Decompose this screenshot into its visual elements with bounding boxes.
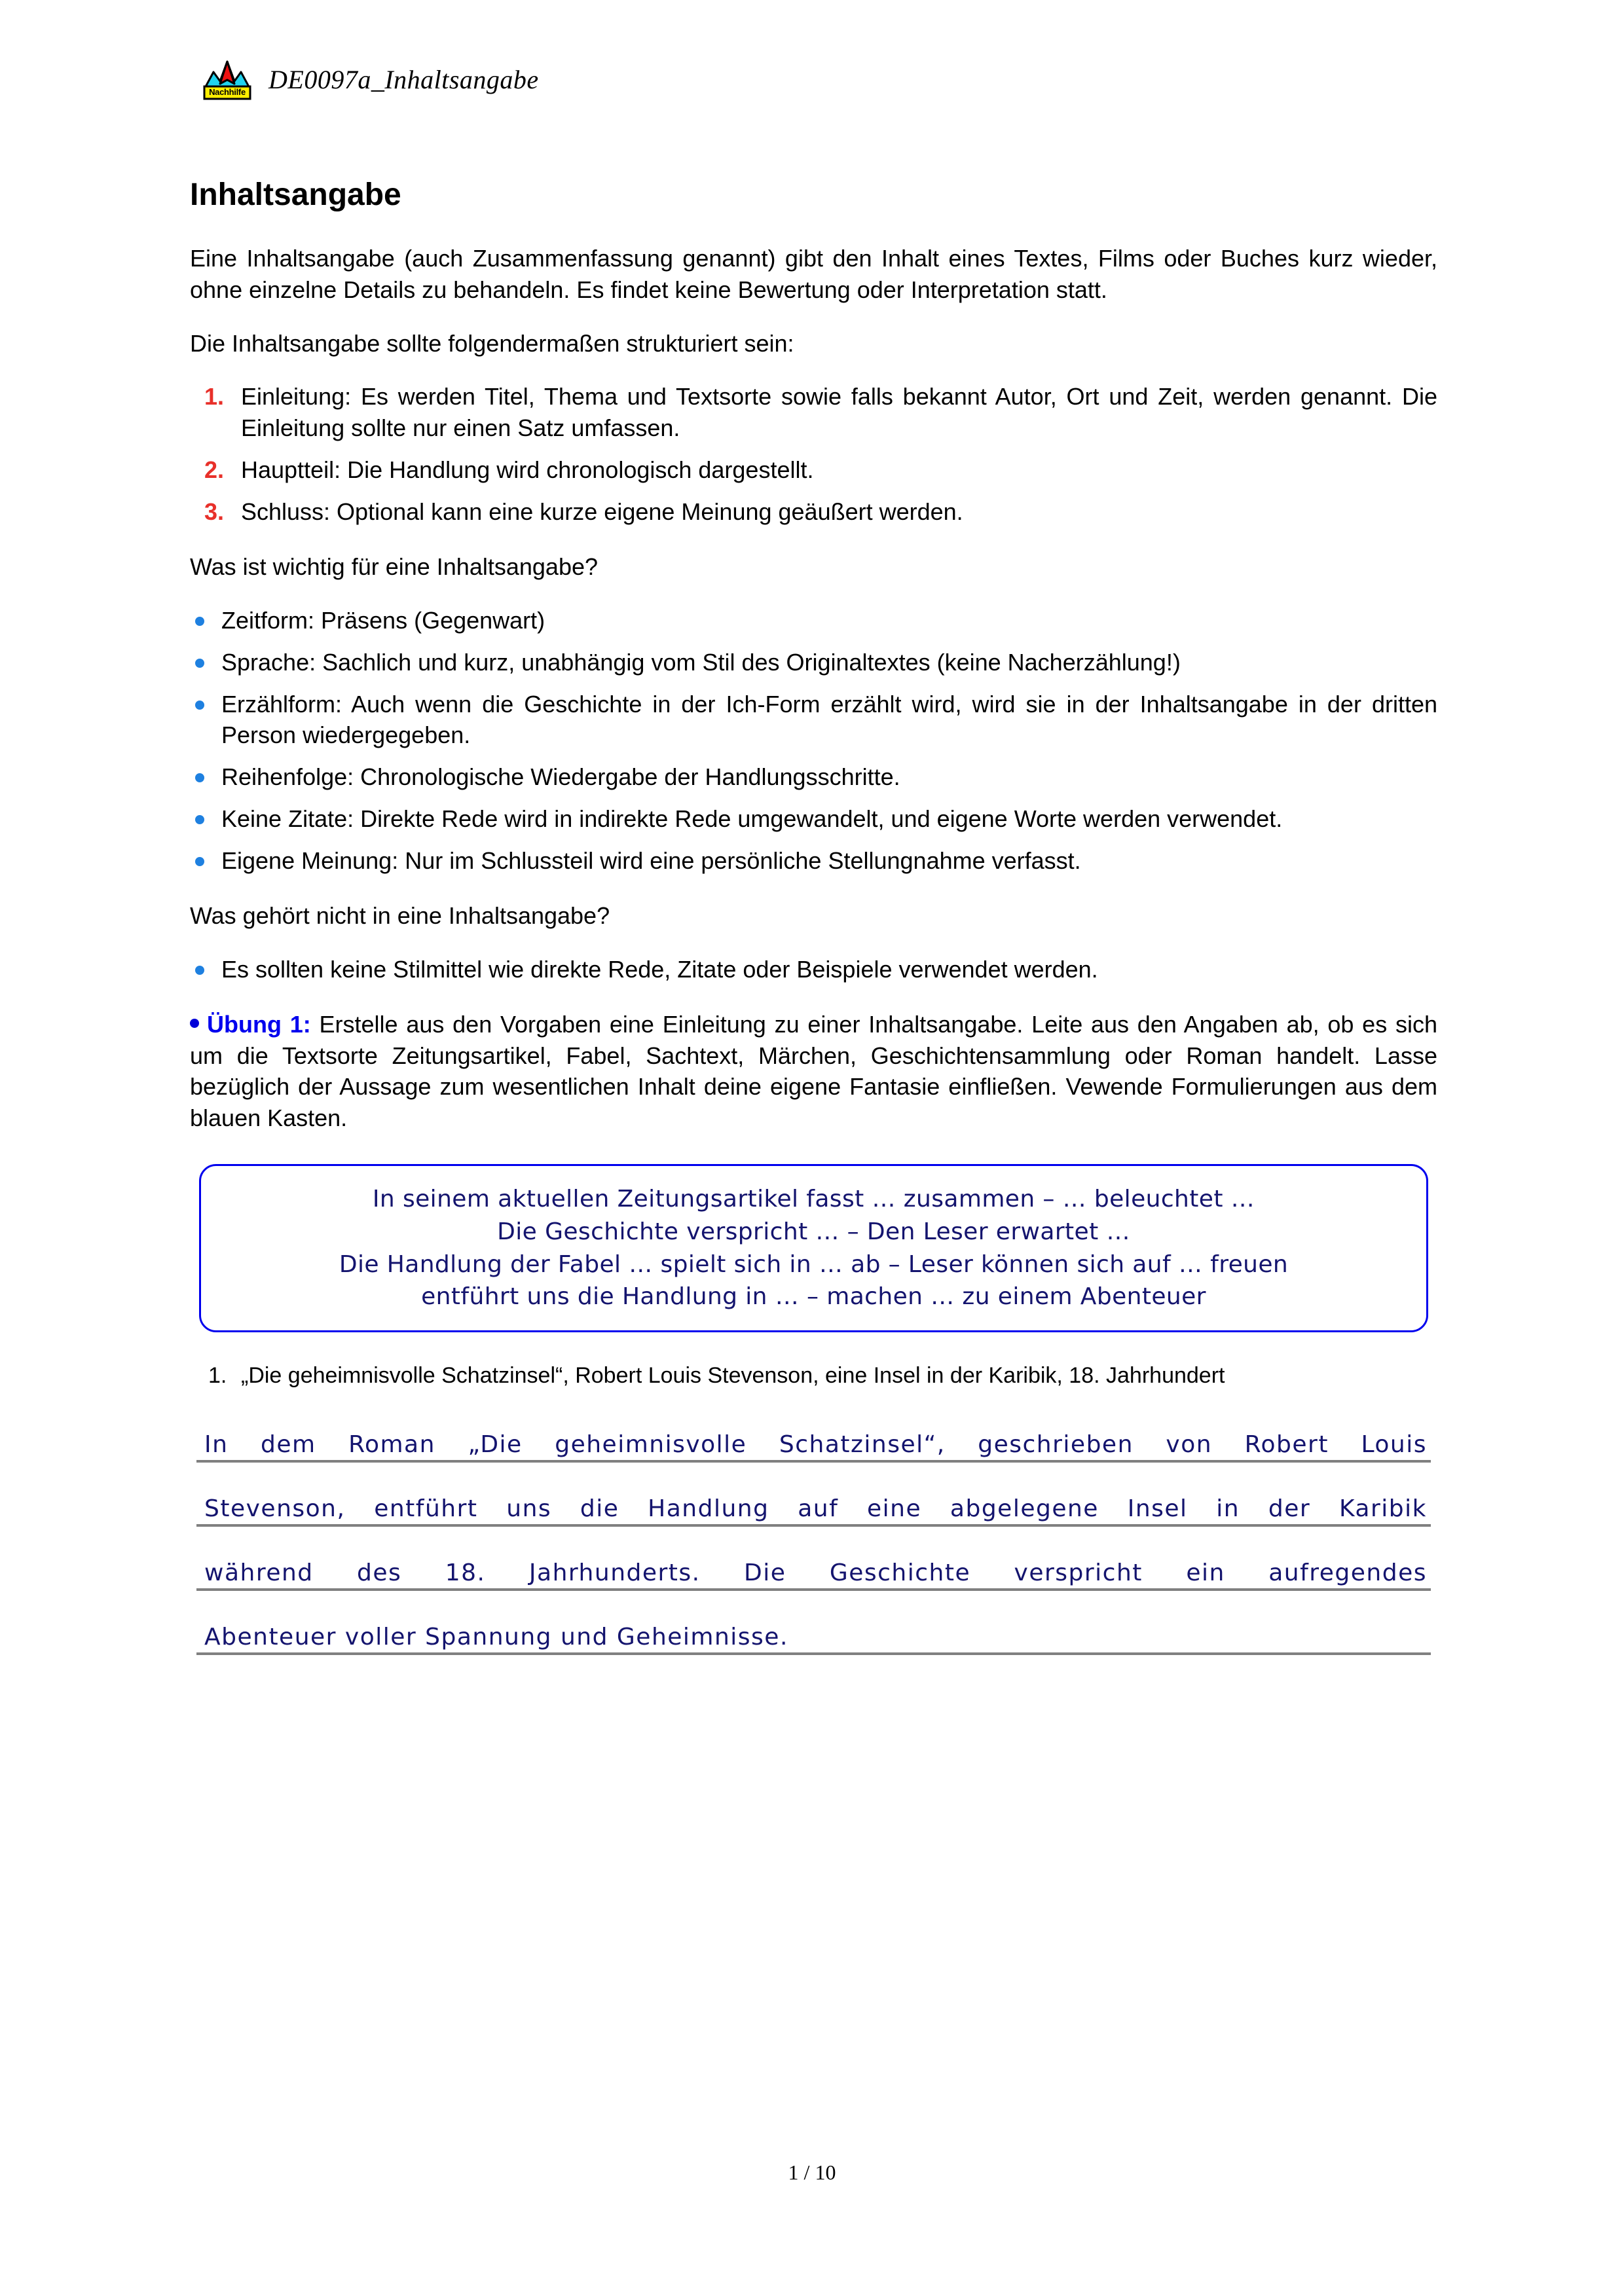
hint-box-line: Die Geschichte verspricht … – Den Leser erwartet …	[497, 1218, 1130, 1245]
bullet-icon	[195, 773, 204, 782]
logo-label: Nachhilfe	[209, 87, 246, 97]
structure-list	[190, 381, 1437, 528]
exercise-label: Übung 1:	[207, 1010, 311, 1038]
list-item-label: Einleitung: Es werden Titel, Thema und Textsorte sowie falls bekannt Autor, Ort und Zeit, werden genannt. Die Einleitung sollte nur einen Satz umfassen.	[241, 383, 1437, 442]
list-item-label: Sprache: Sachlich und kurz, unabhängig vom Stil des Originaltextes (keine Nacherzählung!)	[221, 648, 1181, 676]
answer-line[interactable]	[196, 1413, 1431, 1463]
excluded-heading: Was gehört nicht in eine Inhaltsangabe?	[190, 902, 610, 929]
bullet-icon	[195, 701, 204, 710]
list-item	[190, 605, 1437, 636]
bullet-icon	[195, 617, 204, 626]
list-item	[190, 761, 1437, 793]
intro-paragraph-2: Die Inhaltsangabe sollte folgendermaßen strukturiert sein:	[190, 329, 794, 357]
bullet-icon	[195, 857, 204, 866]
important-heading: Was ist wichtig für eine Inhaltsangabe?	[190, 553, 599, 580]
hint-box-line: In seinem aktuellen Zeitungsartikel fasst … zusammen – … beleuchtet …	[372, 1186, 1255, 1213]
list-item-label: Zeitform: Präsens (Gegenwart)	[221, 606, 545, 634]
list-item-label: Keine Zitate: Direkte Rede wird in indirekte Rede umgewandelt, und eigene Worte werden verwendet.	[221, 805, 1283, 833]
answer-text: Stevenson, entführt uns die Handlung auf eine abgelegene Insel in der Karibik	[204, 1495, 1427, 1522]
bullet-icon	[190, 1019, 199, 1028]
answer-text: während des 18. Jahrhunderts. Die Geschichte verspricht ein aufregendes	[204, 1559, 1427, 1586]
hint-box-line: entführt uns die Handlung in … – machen … zu einem Abenteuer	[421, 1283, 1206, 1311]
list-item-label: Erzählform: Auch wenn die Geschichte in der Ich-Form erzählt wird, wird sie in der Inhaltsangabe in der dritten Person wiedergegeben.	[221, 690, 1437, 749]
list-item-number: 1.	[204, 383, 225, 410]
list-item-label: Eigene Meinung: Nur im Schlussteil wird eine persönliche Stellungnahme verfasst.	[221, 847, 1081, 875]
exercise-text: Erstelle aus den Vorgaben eine Einleitung zu einer Inhaltsangabe. Leite aus den Angaben ab, ob es sich um die Textsorte Zeitungsartikel, Fabel, Sachtext, Märchen, Geschichtensammlung oder Roman handelt. Lasse bezüglich der Aussage zum wesentlichen Inhalt deine eigene Fantasie einfließen. Vewende Formulierungen aus dem blauen Kasten.	[190, 1010, 1437, 1132]
list-item	[190, 496, 1437, 528]
document-content	[190, 178, 1437, 1669]
page-footer	[0, 2160, 1624, 2185]
task-item	[190, 1361, 1437, 1391]
list-item-label: Es sollten keine Stilmittel wie direkte Rede, Zitate oder Beispiele verwendet werden.	[221, 955, 1098, 983]
important-list	[190, 605, 1437, 877]
document-header	[202, 58, 539, 101]
answer-text: In dem Roman „Die geheimnisvolle Schatzinsel“, geschrieben von Robert Louis	[204, 1430, 1427, 1458]
list-item-label: Reihenfolge: Chronologische Wiedergabe der Handlungsschritte.	[221, 763, 900, 791]
task-text: „Die geheimnisvolle Schatzinsel“, Robert Louis Stevenson, eine Insel in der Karibik, 18. Jahrhundert	[241, 1362, 1225, 1388]
hint-box	[199, 1164, 1428, 1332]
list-item	[190, 454, 1437, 486]
page-indicator: 1 / 10	[788, 2160, 836, 2184]
list-item-number: 2.	[204, 456, 225, 484]
exercise-paragraph	[190, 1009, 1437, 1135]
list-item-label: Schluss: Optional kann eine kurze eigene Meinung geäußert werden.	[241, 498, 963, 526]
list-item	[190, 954, 1437, 985]
answer-area[interactable]	[196, 1413, 1431, 1655]
answer-line[interactable]	[196, 1605, 1431, 1655]
list-item	[190, 647, 1437, 678]
answer-line[interactable]	[196, 1477, 1431, 1527]
bullet-icon	[195, 815, 204, 824]
list-item	[190, 803, 1437, 835]
list-item	[190, 381, 1437, 444]
document-code: DE0097a_Inhaltsangabe	[268, 64, 539, 94]
intro-paragraph-1: Eine Inhaltsangabe (auch Zusammenfassung genannt) gibt den Inhalt eines Textes, Films oder Buches kurz wieder, ohne einzelne Details zu behandeln. Es findet keine Bewertung oder Interpretation statt.	[190, 244, 1437, 303]
excluded-list	[190, 954, 1437, 985]
bullet-icon	[195, 966, 204, 975]
bullet-icon	[195, 659, 204, 668]
list-item-label: Hauptteil: Die Handlung wird chronologisch dargestellt.	[241, 456, 814, 484]
answer-text: Abenteuer voller Spannung und Geheimnisse.	[204, 1623, 788, 1650]
nachhilfe-logo-icon	[202, 58, 253, 101]
list-item-number: 3.	[204, 498, 225, 526]
hint-box-line: Die Handlung der Fabel … spielt sich in … ab – Leser können sich auf … freuen	[339, 1250, 1289, 1278]
task-number: 1.	[208, 1362, 227, 1388]
list-item	[190, 845, 1437, 877]
page-title: Inhaltsangabe	[190, 177, 401, 212]
answer-line[interactable]	[196, 1541, 1431, 1591]
list-item	[190, 689, 1437, 752]
